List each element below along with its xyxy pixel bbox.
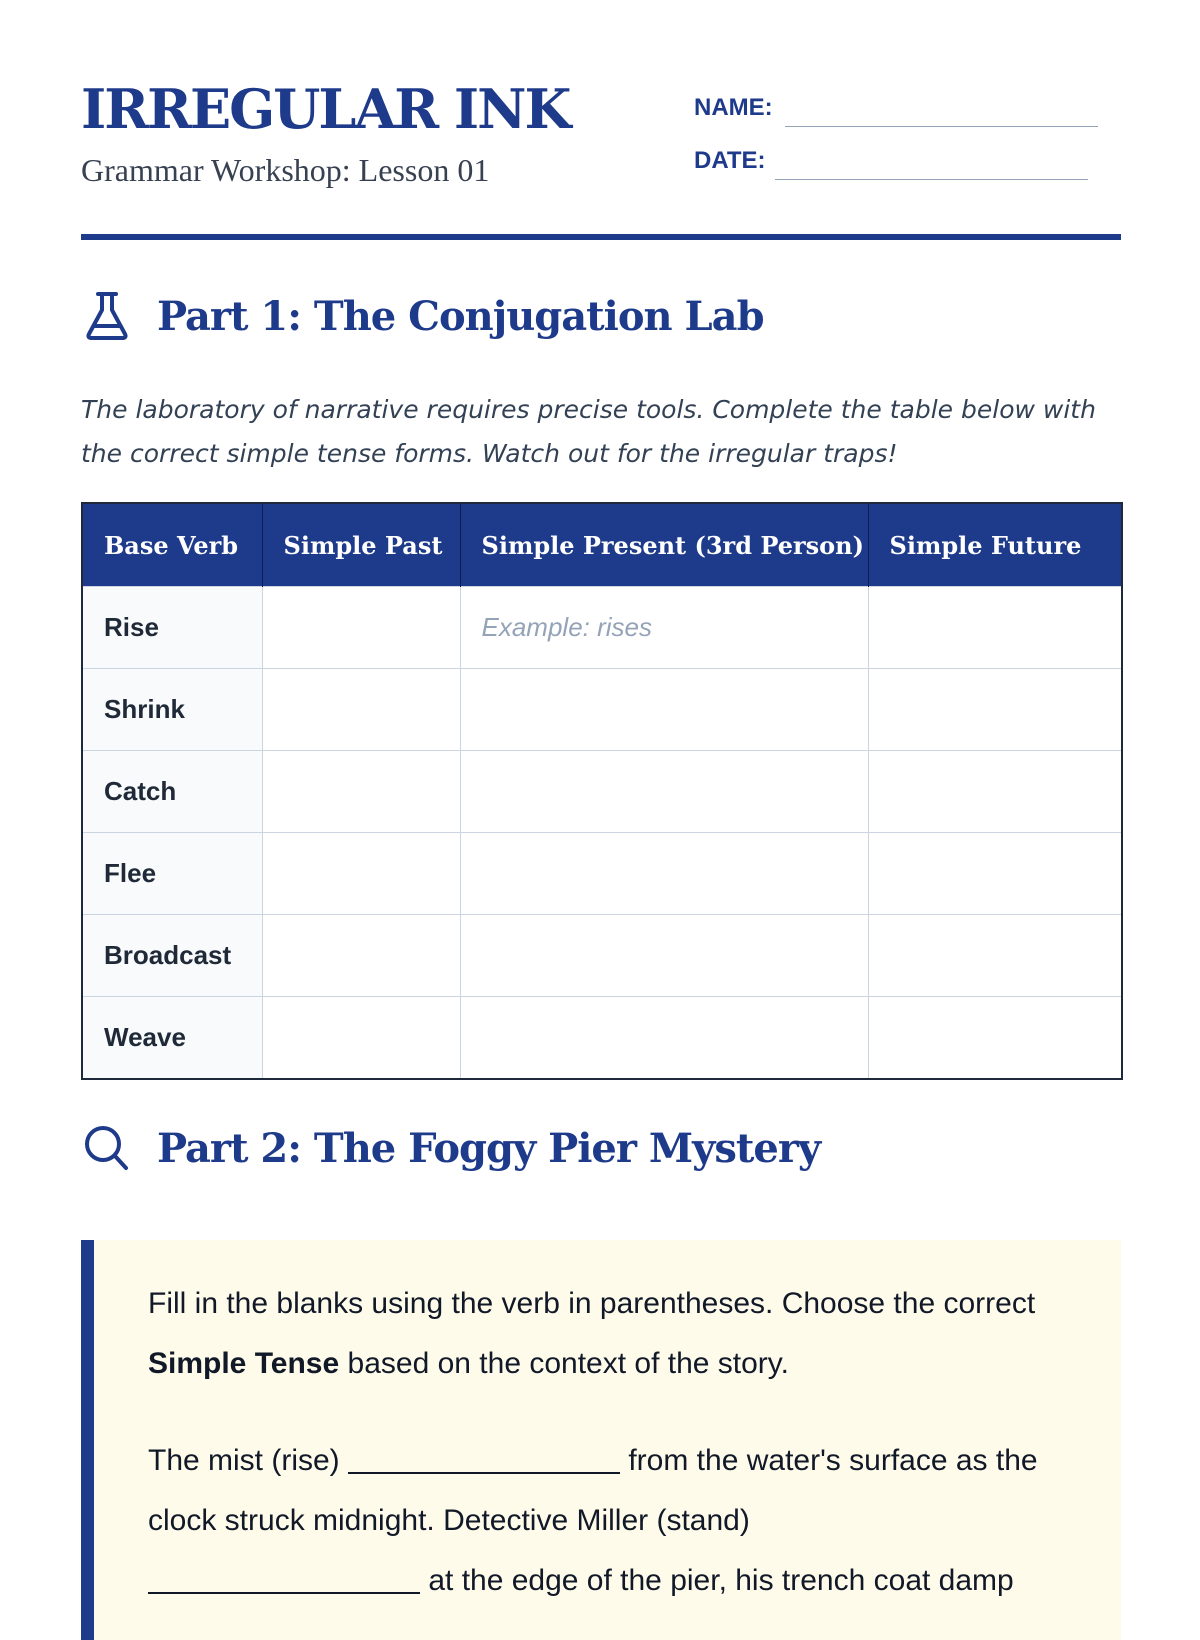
simple-past-cell[interactable] bbox=[262, 833, 460, 915]
base-verb-cell: Flee bbox=[82, 833, 262, 915]
column-header-simple-future: Simple Future bbox=[868, 503, 1122, 587]
simple-future-cell[interactable] bbox=[868, 833, 1122, 915]
simple-present-cell[interactable] bbox=[460, 669, 868, 751]
simple-past-cell[interactable] bbox=[262, 915, 460, 997]
worksheet-title: IRREGULAR INK bbox=[81, 77, 570, 141]
simple-present-cell[interactable] bbox=[460, 751, 868, 833]
base-verb-cell: Shrink bbox=[82, 669, 262, 751]
column-header-simple-past: Simple Past bbox=[262, 503, 460, 587]
date-field-line[interactable] bbox=[775, 179, 1088, 180]
column-header-simple-present: Simple Present (3rd Person) bbox=[460, 503, 868, 587]
simple-future-cell[interactable] bbox=[868, 587, 1122, 669]
simple-past-cell[interactable] bbox=[262, 997, 460, 1080]
instructions-emphasis: Simple Tense bbox=[148, 1347, 340, 1380]
table-row bbox=[82, 669, 1122, 751]
part2-title: Part 2: The Foggy Pier Mystery bbox=[157, 1124, 821, 1172]
instructions-text-end: based on the context of the story. bbox=[339, 1347, 789, 1380]
simple-past-cell[interactable] bbox=[262, 751, 460, 833]
name-field-line[interactable] bbox=[785, 126, 1098, 127]
simple-future-cell[interactable] bbox=[868, 669, 1122, 751]
header-divider bbox=[81, 234, 1121, 240]
base-verb-cell: Catch bbox=[82, 751, 262, 833]
table-row bbox=[82, 997, 1122, 1080]
simple-future-cell[interactable] bbox=[868, 915, 1122, 997]
base-verb-cell: Rise bbox=[82, 587, 262, 669]
date-label: DATE: bbox=[694, 147, 766, 174]
part1-title: Part 1: The Conjugation Lab bbox=[157, 292, 764, 340]
worksheet-subtitle: Grammar Workshop: Lesson 01 bbox=[81, 152, 490, 188]
answer-blank[interactable] bbox=[148, 1562, 420, 1594]
part1-intro: The laboratory of narrative requires precise tools. Complete the table below with the correct simple tense forms. Watch out for the irregular traps! bbox=[81, 395, 1096, 468]
conjugation-table bbox=[81, 502, 1123, 1080]
simple-past-cell[interactable] bbox=[262, 669, 460, 751]
column-header-base-verb: Base Verb bbox=[82, 503, 262, 587]
story-callout bbox=[81, 1240, 1121, 1640]
simple-future-cell[interactable] bbox=[868, 751, 1122, 833]
table-row bbox=[82, 587, 1122, 669]
part1-heading bbox=[83, 290, 764, 342]
story-paragraph bbox=[148, 1431, 1068, 1611]
simple-present-cell[interactable] bbox=[460, 833, 868, 915]
simple-future-cell[interactable] bbox=[868, 997, 1122, 1080]
story-text: The mist (rise) bbox=[148, 1444, 349, 1477]
story-text: from the water's surface as the clock struck midnight. Detective Miller (stand) bbox=[148, 1444, 1038, 1537]
name-label: NAME: bbox=[694, 94, 773, 121]
simple-present-cell[interactable]: Example: rises bbox=[460, 587, 868, 669]
part2-instructions bbox=[148, 1274, 1068, 1394]
table-row bbox=[82, 751, 1122, 833]
story-text: at the edge of the pier, his trench coat damp bbox=[420, 1564, 1014, 1597]
base-verb-cell: Broadcast bbox=[82, 915, 262, 997]
flask-icon bbox=[83, 290, 131, 342]
table-header-row bbox=[82, 503, 1122, 587]
magnifier-icon bbox=[83, 1122, 131, 1174]
table-row bbox=[82, 915, 1122, 997]
base-verb-cell: Weave bbox=[82, 997, 262, 1080]
simple-present-cell[interactable] bbox=[460, 915, 868, 997]
answer-blank[interactable] bbox=[348, 1442, 620, 1474]
part2-heading bbox=[83, 1122, 820, 1174]
instructions-text: Fill in the blanks using the verb in parentheses. Choose the correct bbox=[148, 1287, 1036, 1320]
table-row bbox=[82, 833, 1122, 915]
simple-past-cell[interactable] bbox=[262, 587, 460, 669]
simple-present-cell[interactable] bbox=[460, 997, 868, 1080]
